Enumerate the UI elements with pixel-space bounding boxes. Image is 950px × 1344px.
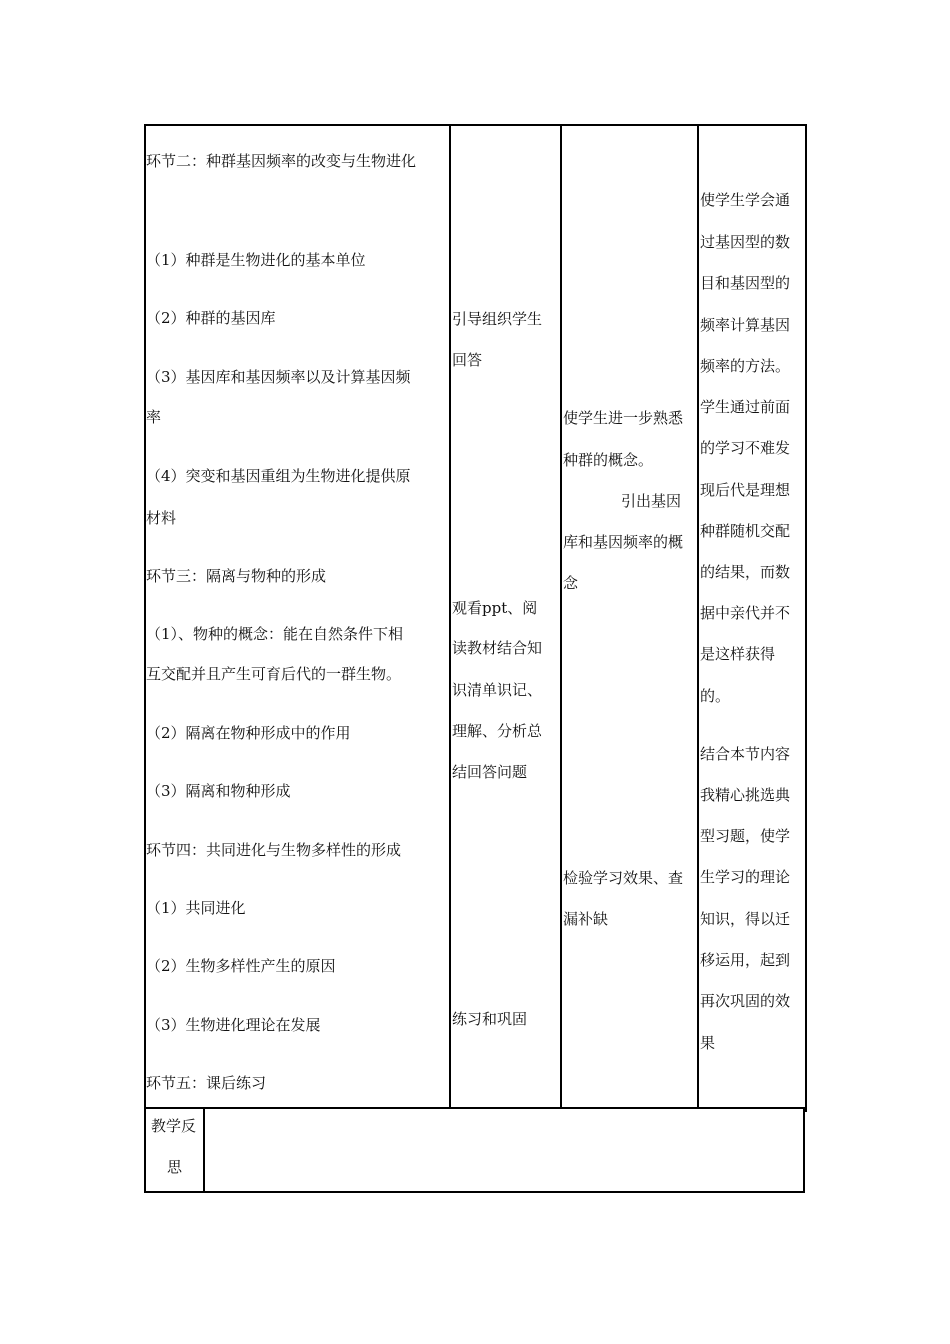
reflection-label: 教学反 xyxy=(151,1117,197,1135)
intent-text: 频率计算基因 xyxy=(700,316,791,334)
list-item: （1）、物种的概念：能在自然条件下相 xyxy=(146,625,404,643)
intent-text: 的。 xyxy=(700,687,731,705)
intent-text: 据中亲代并不 xyxy=(700,604,791,622)
purpose-text: 库和基因频率的概 xyxy=(563,533,684,551)
purpose-text: 使学生进一步熟悉 xyxy=(563,409,684,427)
column-divider-2 xyxy=(560,124,562,1109)
reflection-label-divider xyxy=(203,1107,205,1193)
list-item: （4）突变和基因重组为生物进化提供原 xyxy=(146,467,411,485)
intent-text: 过基因型的数 xyxy=(700,233,791,251)
intent-text: 种群随机交配 xyxy=(700,522,791,540)
list-item: （3）生物进化理论在发展 xyxy=(146,1016,321,1034)
list-item-continuation: 互交配并且产生可育后代的一群生物。 xyxy=(146,665,402,683)
activity-text: 识清单识记、 xyxy=(452,681,543,699)
intent-text: 是这样获得 xyxy=(700,645,776,663)
activity-text: 结回答问题 xyxy=(452,763,528,781)
row-divider xyxy=(144,1107,805,1109)
table-border-top xyxy=(144,124,807,126)
intent-text: 的学习不难发 xyxy=(700,439,791,457)
list-item: （1）共同进化 xyxy=(146,899,246,917)
list-item: （3）隔离和物种形成 xyxy=(146,782,291,800)
intent-text: 移运用，起到 xyxy=(700,951,791,969)
activity-text: 回答 xyxy=(452,351,483,369)
intent-text: 结合本节内容 xyxy=(700,745,791,763)
intent-text: 频率的方法。 xyxy=(700,357,791,375)
intent-text: 学生通过前面 xyxy=(700,398,791,416)
list-item-continuation: 率 xyxy=(146,408,162,426)
purpose-text: 种群的概念。 xyxy=(563,451,654,469)
column-divider-1 xyxy=(449,124,451,1109)
purpose-text: 检验学习效果、查 xyxy=(563,869,684,887)
section-heading: 环节二：种群基因频率的改变与生物进化 xyxy=(146,152,417,170)
activity-text: 观看ppt、阅 xyxy=(452,599,538,617)
section-heading: 环节三：隔离与物种的形成 xyxy=(146,567,327,585)
table-border-right xyxy=(805,124,807,1112)
activity-text: 练习和巩固 xyxy=(452,1010,528,1028)
intent-text: 的结果，而数 xyxy=(700,563,791,581)
table-border-bottom xyxy=(144,1191,805,1193)
section-heading: 环节四：共同进化与生物多样性的形成 xyxy=(146,841,402,859)
activity-text: 引导组织学生 xyxy=(452,310,543,328)
intent-text: 生学习的理论 xyxy=(700,868,791,886)
purpose-text: 引出基因 xyxy=(621,492,682,510)
list-item: （3）基因库和基因频率以及计算基因频 xyxy=(146,368,411,386)
reflection-right-border xyxy=(803,1107,805,1193)
intent-text: 目和基因型的 xyxy=(700,274,791,292)
purpose-text: 漏补缺 xyxy=(563,910,609,928)
intent-text: 现后代是理想 xyxy=(700,481,791,499)
list-item: （2）生物多样性产生的原因 xyxy=(146,957,336,975)
intent-text: 再次巩固的效 xyxy=(700,992,791,1010)
list-item: （1）种群是生物进化的基本单位 xyxy=(146,251,366,269)
section-heading: 环节五：课后练习 xyxy=(146,1074,267,1092)
list-item: （2）隔离在物种形成中的作用 xyxy=(146,724,351,742)
intent-text: 我精心挑选典 xyxy=(700,786,791,804)
intent-text: 型习题，使学 xyxy=(700,827,791,845)
column-divider-3 xyxy=(697,124,699,1109)
intent-text: 果 xyxy=(700,1034,716,1052)
list-item: （2）种群的基因库 xyxy=(146,309,276,327)
list-item-continuation: 材料 xyxy=(146,509,177,527)
intent-text: 知识，得以迁 xyxy=(700,910,791,928)
purpose-text: 念 xyxy=(563,574,579,592)
reflection-label: 思 xyxy=(167,1158,183,1176)
activity-text: 读教材结合知 xyxy=(452,639,543,657)
activity-text: 理解、分析总 xyxy=(452,722,543,740)
intent-text: 使学生学会通 xyxy=(700,191,791,209)
